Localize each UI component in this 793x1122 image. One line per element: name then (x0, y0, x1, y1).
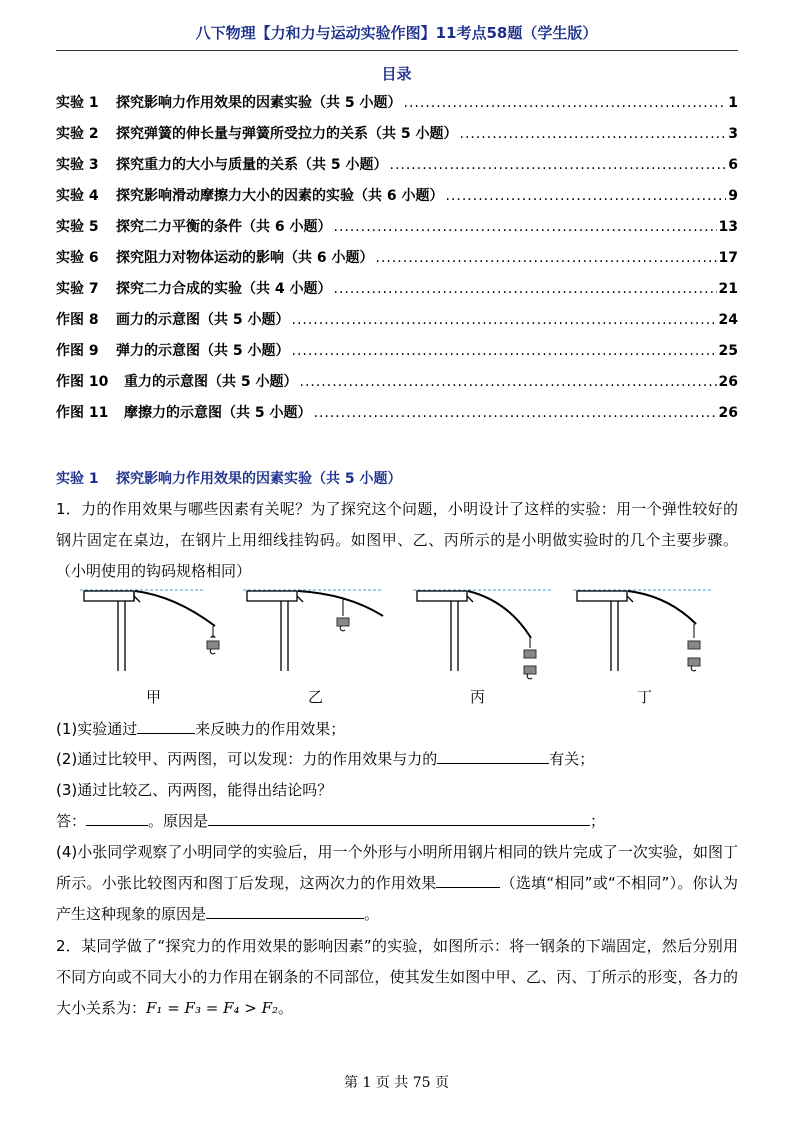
toc-item-title: 重力的示意图（共 5 小题） (124, 374, 298, 390)
header-rule (56, 50, 738, 51)
toc-item-label: 实验 2 (56, 126, 99, 142)
question-2-text (56, 931, 738, 1024)
toc-leader-dots (314, 405, 717, 421)
toc-item-page: 6 (728, 157, 738, 173)
part-4-text-a: (4)小张同学观察了小明同学的实验后，用一个外形与小明所用钢片相同的铁片完成了一次实验，如图丁所示。小张比较图丙和图丁后发现，这两次力的作用效果 (56, 843, 738, 892)
answer-prefix: 答： (56, 812, 87, 830)
figure-label-jia: 甲 (146, 688, 162, 706)
force-relation-formula: F₁ = F₃ = F₄ > F₂ (146, 999, 279, 1017)
toc-item-page: 1 (728, 95, 738, 111)
toc-item[interactable] (56, 185, 738, 216)
toc-item-page: 13 (718, 219, 738, 235)
question-1-part-3-answer (56, 806, 738, 837)
toc-item[interactable] (56, 371, 738, 402)
answer-blank-3[interactable] (86, 807, 148, 826)
toc-leader-dots (376, 250, 717, 266)
reason-prefix: 。原因是 (148, 812, 209, 830)
answer-blank-6[interactable] (206, 900, 364, 919)
page-footer: 第 1 页 共 75 页 (344, 1075, 449, 1091)
toc-item[interactable] (56, 154, 738, 185)
toc-item-page: 25 (718, 343, 738, 359)
question-2-end: 。 (278, 999, 294, 1017)
question-1-part-1 (56, 714, 738, 745)
figure-label-yi: 乙 (308, 688, 324, 706)
toc-item-page: 9 (728, 188, 738, 204)
toc-item-page: 21 (718, 281, 738, 297)
toc-leader-dots (300, 374, 717, 390)
toc-item[interactable] (56, 340, 738, 371)
page-header-title: 八下物理【力和力与运动实验作图】11考点58题（学生版） (195, 24, 598, 42)
figure-panel-yi (243, 590, 383, 671)
toc-item-title: 探究二力合成的实验（共 4 小题） (116, 281, 332, 297)
figure-label-ding: 丁 (637, 688, 653, 706)
toc-item[interactable] (56, 216, 738, 247)
toc-item-label: 实验 5 (56, 219, 99, 235)
figure-steel-strip-experiment (80, 586, 720, 716)
toc-leader-dots (460, 126, 727, 142)
section-heading (56, 468, 402, 488)
question-2-body: 2．某同学做了“探究力的作用效果的影响因素”的实验，如图所示：将一钢条的下端固定，然后分别用不同方向或不同大小的力作用在钢条的不同部位，使其发生如图中甲、乙、丙、丁所示的形变，各力的大小关系为： (56, 937, 738, 1017)
part-4-text-c: 。 (364, 905, 380, 923)
toc-item-page: 17 (718, 250, 738, 266)
toc-item-page: 26 (718, 405, 738, 421)
toc-leader-dots (334, 219, 717, 235)
toc-leader-dots (292, 343, 717, 359)
answer-blank-1[interactable] (137, 715, 195, 734)
toc-heading: 目录 (381, 65, 412, 83)
toc-item-page: 26 (718, 374, 738, 390)
toc-item-label: 作图 10 (56, 374, 109, 390)
figure-panel-jia (80, 590, 219, 671)
toc-item[interactable] (56, 247, 738, 278)
question-1-part-3: (3)通过比较乙、丙两图，能得出结论吗？ (56, 781, 333, 799)
toc-item[interactable] (56, 402, 738, 433)
question-1-intro: 1．力的作用效果与哪些因素有关呢？为了探究这个问题，小明设计了这样的实验：用一个弹性较好的钢片固定在桌边，在钢片上用细线挂钩码。如图甲、乙、丙所示的是小明做实验时的几个主要步骤。（小明使用的钩码规格相同） (56, 500, 738, 580)
toc-item-title: 探究阻力对物体运动的影响（共 6 小题） (116, 250, 374, 266)
toc-item-page: 24 (718, 312, 738, 328)
question-1-part-4 (56, 837, 738, 930)
toc-item-title: 探究影响力作用效果的因素实验（共 5 小题） (116, 95, 402, 111)
figure-panel-ding (573, 590, 713, 671)
toc-item[interactable] (56, 278, 738, 309)
toc-leader-dots (292, 312, 717, 328)
figure-label-bing: 丙 (470, 688, 486, 706)
toc-list (56, 92, 738, 433)
toc-item[interactable] (56, 92, 738, 123)
section-label: 实验 1 (56, 471, 99, 487)
toc-item-page: 3 (728, 126, 738, 142)
toc-item-label: 实验 1 (56, 95, 99, 111)
toc-item-label: 作图 9 (56, 343, 99, 359)
answer-suffix: ； (590, 812, 606, 830)
figure-panel-bing (413, 590, 553, 679)
answer-blank-5[interactable] (436, 869, 500, 888)
toc-item-title: 探究弹簧的伸长量与弹簧所受拉力的关系（共 5 小题） (116, 126, 458, 142)
answer-blank-4[interactable] (208, 807, 590, 826)
toc-item-label: 实验 4 (56, 188, 99, 204)
toc-item-label: 实验 3 (56, 157, 99, 173)
toc-item[interactable] (56, 309, 738, 340)
part-1-text-b: 来反映力的作用效果； (195, 720, 346, 738)
toc-item-title: 探究重力的大小与质量的关系（共 5 小题） (116, 157, 388, 173)
toc-leader-dots (446, 188, 727, 204)
toc-item-title: 摩擦力的示意图（共 5 小题） (124, 405, 312, 421)
toc-item-label: 作图 11 (56, 405, 109, 421)
part-1-text-a: (1)实验通过 (56, 720, 138, 738)
toc-item-title: 画力的示意图（共 5 小题） (116, 312, 290, 328)
part-2-text-b: 有关； (549, 750, 595, 768)
toc-item-label: 作图 8 (56, 312, 99, 328)
toc-item-title: 弹力的示意图（共 5 小题） (116, 343, 290, 359)
toc-item-label: 实验 7 (56, 281, 99, 297)
toc-leader-dots (390, 157, 727, 173)
part-2-text-a: (2)通过比较甲、丙两图，可以发现：力的作用效果与力的 (56, 750, 438, 768)
toc-item-label: 实验 6 (56, 250, 99, 266)
question-1-part-2 (56, 744, 738, 775)
toc-leader-dots (334, 281, 717, 297)
toc-item[interactable] (56, 123, 738, 154)
section-title: 探究影响力作用效果的因素实验（共 5 小题） (116, 471, 402, 487)
part-4-text-b: （选填“相同”或“不相同”）。你认为产生这种现象的原因是 (56, 874, 738, 923)
toc-item-title: 探究二力平衡的条件（共 6 小题） (116, 219, 332, 235)
toc-item-title: 探究影响滑动摩擦力大小的因素的实验（共 6 小题） (116, 188, 444, 204)
answer-blank-2[interactable] (437, 745, 549, 764)
toc-leader-dots (404, 95, 727, 111)
